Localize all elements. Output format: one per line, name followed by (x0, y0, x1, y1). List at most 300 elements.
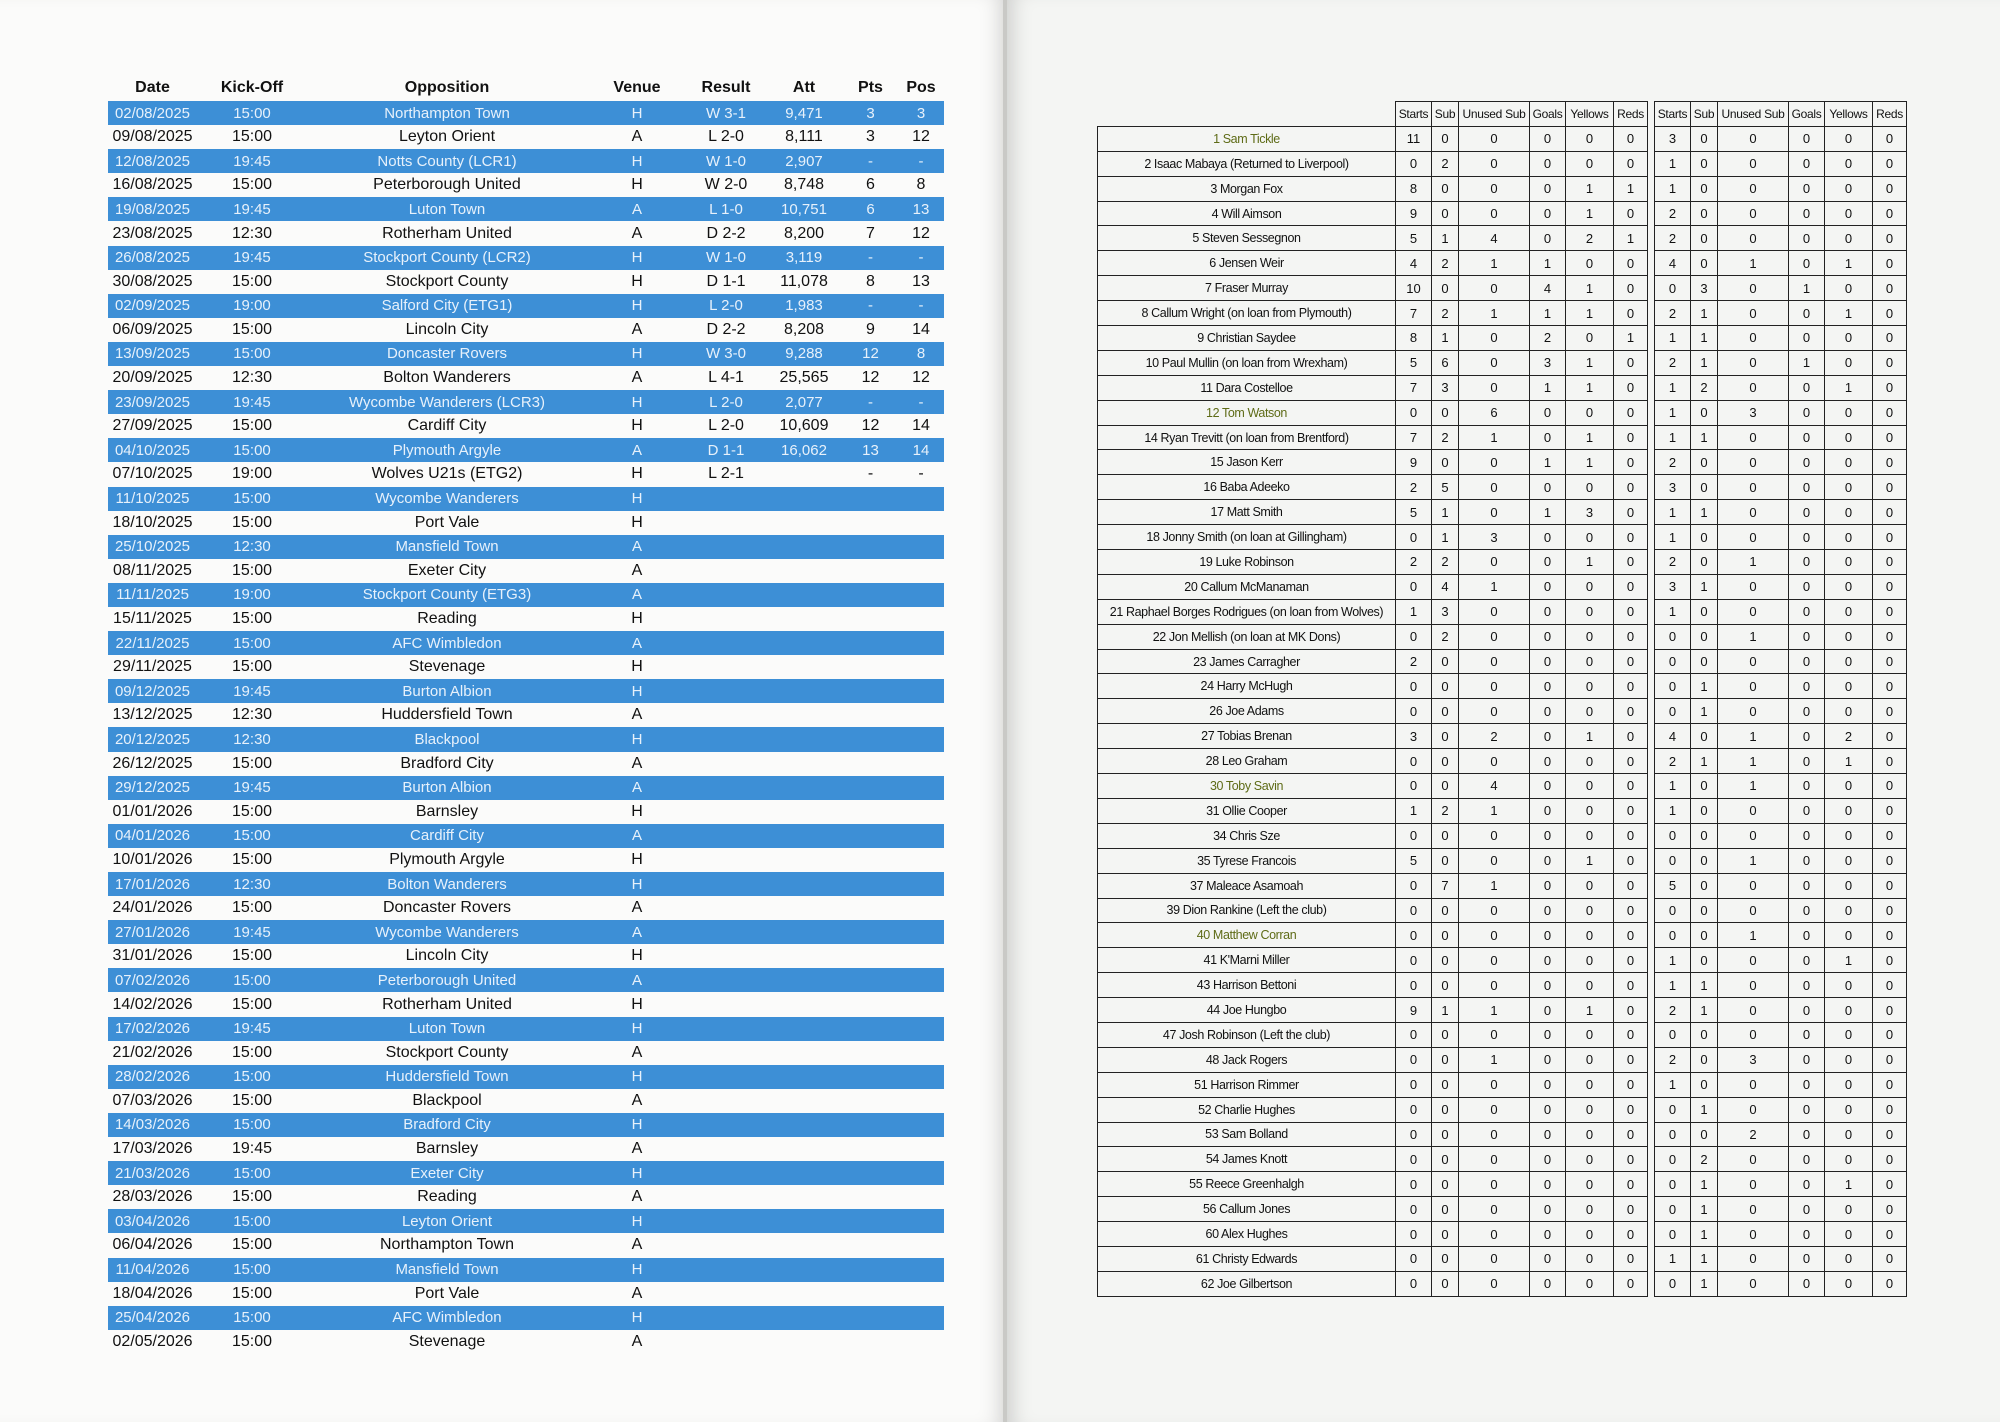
stat-unused-sub-2: 0 (1718, 948, 1789, 973)
stat-reds-2: 0 (1873, 624, 1907, 649)
stat-goals: 0 (1530, 226, 1566, 251)
fixture-opposition: Cardiff City (407, 417, 487, 435)
column-gap (1648, 1197, 1655, 1222)
player-row (1098, 699, 1907, 724)
stat-starts: 0 (1396, 1147, 1432, 1172)
fixture-opposition: Stockport County (385, 1043, 509, 1061)
fixture-kickoff: 15:00 (231, 561, 273, 579)
fixture-date: 11/04/2026 (115, 1261, 190, 1279)
stat-sub-2: 3 (1691, 276, 1718, 301)
fixture-att: 9,471 (785, 104, 823, 122)
fixture-date: 27/01/2026 (114, 923, 191, 941)
fixture-venue: A (631, 1091, 643, 1109)
stat-yellows-2: 1 (1825, 301, 1873, 326)
fixture-date: 07/10/2025 (112, 465, 193, 483)
player-row (1098, 624, 1907, 649)
stat-reds-2: 0 (1873, 823, 1907, 848)
stat-starts: 0 (1396, 1072, 1432, 1097)
player-name: 30 Toby Savin (1098, 774, 1396, 799)
stat-starts-2: 0 (1655, 1097, 1691, 1122)
stat-starts-2: 0 (1655, 1122, 1691, 1147)
stat-sub: 2 (1432, 251, 1459, 276)
fixture-kickoff: 15:00 (233, 441, 271, 459)
stat-starts-2: 0 (1655, 923, 1691, 948)
fixture-opposition: Stevenage (408, 1332, 486, 1350)
stat-sub: 0 (1432, 923, 1459, 948)
stat-goals-2: 0 (1789, 923, 1825, 948)
stat-unused-sub: 0 (1459, 475, 1530, 500)
fixture-row (108, 824, 944, 848)
stat-goals: 3 (1530, 350, 1566, 375)
fixture-pts: 8 (866, 272, 875, 290)
stat-sub-2: 1 (1691, 574, 1718, 599)
fixture-row (108, 944, 944, 968)
fixture-date: 27/09/2025 (112, 417, 193, 435)
fixture-kickoff: 15:00 (231, 850, 273, 868)
stat-goals-2: 0 (1789, 375, 1825, 400)
column-gap (1648, 674, 1655, 699)
fixture-venue: H (631, 875, 643, 893)
column-gap (1648, 1246, 1655, 1271)
stat-reds: 0 (1614, 624, 1648, 649)
stat-unused-sub-2: 0 (1718, 1197, 1789, 1222)
stat-unused-sub-2: 0 (1718, 1147, 1789, 1172)
stat-unused-sub-2: 0 (1718, 574, 1789, 599)
stat-unused-sub-2: 0 (1718, 674, 1789, 699)
fixture-kickoff: 19:45 (233, 1020, 271, 1038)
stat-sub: 0 (1432, 126, 1459, 151)
stat-starts: 5 (1396, 848, 1432, 873)
fixture-date: 07/03/2026 (112, 1091, 193, 1109)
stat-goals: 0 (1530, 599, 1566, 624)
fixture-venue: H (631, 802, 643, 820)
fixture-date: 16/08/2025 (112, 176, 193, 194)
fixture-result: D 1-1 (706, 272, 746, 290)
column-gap (1648, 475, 1655, 500)
fixture-result: D 2-2 (706, 320, 746, 338)
stat-sub: 0 (1432, 1222, 1459, 1247)
stat-sub: 0 (1432, 948, 1459, 973)
stat-starts: 0 (1396, 823, 1432, 848)
stat-goals: 0 (1530, 624, 1566, 649)
stat-sub-2: 0 (1691, 599, 1718, 624)
stat-reds-2: 0 (1873, 873, 1907, 898)
fixture-row (108, 246, 944, 270)
fixture-kickoff: 15:00 (233, 1212, 271, 1230)
stat-goals: 0 (1530, 1172, 1566, 1197)
player-name: 10 Paul Mullin (on loan from Wrexham) (1098, 350, 1396, 375)
header-result: Result (701, 79, 751, 96)
stat-goals-2: 0 (1789, 973, 1825, 998)
player-row (1098, 1197, 1907, 1222)
stat-sub: 5 (1432, 475, 1459, 500)
fixture-pos: - (918, 465, 924, 483)
stat-unused-sub: 1 (1459, 425, 1530, 450)
player-name: 22 Jon Mellish (on loan at MK Dons) (1098, 624, 1396, 649)
stat-unused-sub-2: 0 (1718, 823, 1789, 848)
fixture-date: 17/02/2026 (114, 1020, 191, 1038)
fixture-att: 11,078 (780, 272, 828, 290)
stat-reds: 0 (1614, 400, 1648, 425)
stat-yellows: 0 (1566, 798, 1614, 823)
fixture-row (108, 270, 944, 294)
fixture-pts: 12 (862, 345, 879, 363)
stat-sub-2: 1 (1691, 1246, 1718, 1271)
fixture-kickoff: 15:00 (231, 1188, 273, 1206)
stat-goals: 0 (1530, 699, 1566, 724)
stat-starts-2: 1 (1655, 1072, 1691, 1097)
stat-goals-2: 0 (1789, 475, 1825, 500)
stat-sub-2: 1 (1691, 1271, 1718, 1296)
fixture-pts: 3 (866, 104, 875, 122)
stat-unused-sub-2: 0 (1718, 1246, 1789, 1271)
column-gap (1648, 425, 1655, 450)
stat-reds-2: 0 (1873, 126, 1907, 151)
stat-reds: 0 (1614, 1097, 1648, 1122)
fixtures-header (108, 75, 944, 101)
stat-reds: 0 (1614, 1246, 1648, 1271)
column-gap (1648, 1022, 1655, 1047)
stat-starts: 0 (1396, 749, 1432, 774)
stat-unused-sub-2: 0 (1718, 798, 1789, 823)
stat-reds: 0 (1614, 1172, 1648, 1197)
fixture-date: 10/01/2026 (112, 850, 193, 868)
stat-starts-2: 0 (1655, 699, 1691, 724)
stat-starts: 5 (1396, 500, 1432, 525)
fixture-opposition: Barnsley (415, 802, 479, 820)
fixture-kickoff: 19:45 (233, 152, 271, 170)
stat-reds-2: 0 (1873, 301, 1907, 326)
column-gap (1648, 998, 1655, 1023)
stat-starts: 1 (1396, 599, 1432, 624)
stat-goals: 0 (1530, 649, 1566, 674)
stat-starts-2: 2 (1655, 550, 1691, 575)
stat-sub: 0 (1432, 1047, 1459, 1072)
column-gap (1648, 151, 1655, 176)
fixture-opposition: Exeter City (407, 561, 487, 579)
fixture-date: 03/04/2026 (114, 1212, 191, 1230)
stat-starts-2: 1 (1655, 176, 1691, 201)
fixture-row (108, 752, 944, 776)
fixture-row (108, 438, 944, 462)
stat-sub-2: 0 (1691, 226, 1718, 251)
column-gap (1648, 226, 1655, 251)
column-gap (1648, 724, 1655, 749)
stat-sub-2: 0 (1691, 126, 1718, 151)
fixture-row (108, 631, 944, 655)
fixture-result: W 3-1 (705, 104, 746, 122)
stat-unused-sub: 0 (1459, 326, 1530, 351)
stat-reds-2: 0 (1873, 1271, 1907, 1296)
column-gap (1648, 923, 1655, 948)
stat-starts: 9 (1396, 998, 1432, 1023)
fixture-date: 25/10/2025 (114, 538, 191, 556)
stat-sub: 0 (1432, 749, 1459, 774)
stat-unused-sub: 0 (1459, 201, 1530, 226)
fixture-row (108, 607, 944, 631)
fixture-date: 09/08/2025 (112, 128, 193, 146)
fixture-date: 04/10/2025 (114, 441, 191, 459)
stat-reds-2: 0 (1873, 1022, 1907, 1047)
stat-sub-2: 1 (1691, 973, 1718, 998)
fixture-venue: A (631, 923, 642, 941)
fixture-result: L 2-1 (708, 465, 744, 483)
fixtures-body (108, 101, 944, 1354)
stat-sub: 0 (1432, 973, 1459, 998)
stat-reds: 0 (1614, 1022, 1648, 1047)
header-venue: Venue (613, 79, 661, 96)
fixture-opposition: Plymouth Argyle (389, 850, 505, 868)
stat-goals-2: 0 (1789, 699, 1825, 724)
stat-starts: 0 (1396, 1122, 1432, 1147)
stat-sub-2: 1 (1691, 699, 1718, 724)
fixture-row (108, 968, 944, 992)
player-row (1098, 574, 1907, 599)
stat-sub-2: 0 (1691, 1022, 1718, 1047)
fixture-result: D 1-1 (707, 441, 745, 459)
player-row (1098, 1172, 1907, 1197)
stat-reds: 0 (1614, 948, 1648, 973)
player-row (1098, 450, 1907, 475)
stat-yellows-2: 0 (1825, 126, 1873, 151)
stat-unused-sub: 0 (1459, 699, 1530, 724)
header-pos: Pos (906, 79, 936, 96)
stat-starts: 3 (1396, 724, 1432, 749)
stat-starts: 0 (1396, 948, 1432, 973)
fixture-date: 17/01/2026 (114, 875, 191, 893)
player-name: 31 Ollie Cooper (1098, 798, 1396, 823)
column-gap (1648, 301, 1655, 326)
stat-unused-sub-2: 1 (1718, 774, 1789, 799)
stat-starts: 0 (1396, 699, 1432, 724)
stat-goals: 0 (1530, 873, 1566, 898)
stat-yellows: 1 (1566, 276, 1614, 301)
fixture-row (108, 1041, 944, 1065)
stat-sub-2: 1 (1691, 326, 1718, 351)
fixture-date: 11/11/2025 (116, 586, 189, 604)
player-row (1098, 201, 1907, 226)
stat-yellows: 0 (1566, 251, 1614, 276)
stat-starts: 2 (1396, 475, 1432, 500)
fixture-kickoff: 19:00 (233, 297, 271, 315)
stat-reds-2: 0 (1873, 674, 1907, 699)
fixture-venue: A (631, 369, 643, 387)
fixture-opposition: Peterborough United (373, 176, 521, 194)
stat-starts: 8 (1396, 176, 1432, 201)
fixture-date: 23/09/2025 (114, 393, 191, 411)
stat-starts: 7 (1396, 375, 1432, 400)
player-name: 40 Matthew Corran (1098, 923, 1396, 948)
stat-goals-2: 0 (1789, 1271, 1825, 1296)
stat-sub: 1 (1432, 226, 1459, 251)
stat-goals: 0 (1530, 998, 1566, 1023)
fixture-kickoff: 19:45 (233, 200, 271, 218)
fixture-date: 29/12/2025 (114, 779, 191, 797)
stat-starts: 0 (1396, 400, 1432, 425)
fixture-kickoff: 15:00 (231, 272, 273, 290)
header-yellows-2: Yellows (1825, 102, 1873, 127)
player-name: 9 Christian Saydee (1098, 326, 1396, 351)
stat-unused-sub-2: 0 (1718, 649, 1789, 674)
fixture-row (108, 173, 944, 197)
stat-yellows-2: 0 (1825, 1122, 1873, 1147)
stat-yellows: 0 (1566, 1271, 1614, 1296)
fixture-pts: 6 (866, 200, 875, 218)
stat-starts-2: 0 (1655, 276, 1691, 301)
column-gap (1648, 624, 1655, 649)
column-gap (1648, 1072, 1655, 1097)
column-gap (1648, 1047, 1655, 1072)
stat-reds-2: 0 (1873, 450, 1907, 475)
stat-yellows-2: 0 (1825, 998, 1873, 1023)
stat-reds: 0 (1614, 500, 1648, 525)
fixture-kickoff: 15:00 (231, 513, 273, 531)
stat-yellows: 0 (1566, 823, 1614, 848)
stat-starts-2: 1 (1655, 973, 1691, 998)
stat-unused-sub: 0 (1459, 599, 1530, 624)
stat-yellows-2: 0 (1825, 823, 1873, 848)
player-row (1098, 873, 1907, 898)
fixture-pos: 13 (912, 200, 930, 218)
column-gap (1648, 948, 1655, 973)
stat-yellows-2: 0 (1825, 226, 1873, 251)
stat-reds-2: 0 (1873, 151, 1907, 176)
stat-yellows-2: 0 (1825, 425, 1873, 450)
header-reds-2: Reds (1873, 102, 1907, 127)
fixture-kickoff: 15:00 (233, 490, 271, 508)
stat-starts-2: 2 (1655, 301, 1691, 326)
column-gap (1648, 599, 1655, 624)
stat-yellows: 0 (1566, 525, 1614, 550)
fixture-date: 02/09/2025 (114, 297, 191, 315)
stat-unused-sub: 1 (1459, 998, 1530, 1023)
stat-starts: 9 (1396, 450, 1432, 475)
stats-header-row (1098, 102, 1907, 127)
stat-unused-sub-2: 0 (1718, 1097, 1789, 1122)
stat-reds: 0 (1614, 1271, 1648, 1296)
stat-reds: 0 (1614, 973, 1648, 998)
fixture-opposition: Bolton Wanderers (383, 369, 511, 387)
stat-sub-2: 2 (1691, 1147, 1718, 1172)
player-row (1098, 1122, 1907, 1147)
stat-sub: 0 (1432, 176, 1459, 201)
stat-yellows-2: 0 (1825, 1072, 1873, 1097)
fixture-date: 19/08/2025 (114, 200, 191, 218)
player-name: 55 Reece Greenhalgh (1098, 1172, 1396, 1197)
column-gap (1648, 1097, 1655, 1122)
stat-goals-2: 0 (1789, 525, 1825, 550)
stat-sub-2: 0 (1691, 898, 1718, 923)
stat-goals-2: 0 (1789, 1197, 1825, 1222)
player-row (1098, 301, 1907, 326)
fixture-row (108, 1306, 944, 1330)
stat-sub: 0 (1432, 201, 1459, 226)
stat-reds: 0 (1614, 898, 1648, 923)
stat-unused-sub: 2 (1459, 724, 1530, 749)
stat-reds: 0 (1614, 251, 1648, 276)
stat-reds-2: 0 (1873, 1222, 1907, 1247)
stat-reds-2: 0 (1873, 749, 1907, 774)
stat-unused-sub: 0 (1459, 898, 1530, 923)
player-row (1098, 375, 1907, 400)
stat-goals: 0 (1530, 1022, 1566, 1047)
player-name: 34 Chris Sze (1098, 823, 1396, 848)
fixture-row (108, 318, 944, 342)
fixture-row (108, 487, 944, 511)
fixture-row (108, 1233, 944, 1257)
stat-unused-sub-2: 0 (1718, 873, 1789, 898)
fixture-kickoff: 15:00 (233, 1309, 271, 1327)
player-row (1098, 326, 1907, 351)
fixture-att: 8,208 (783, 320, 825, 338)
stat-yellows-2: 0 (1825, 674, 1873, 699)
fixture-date: 04/01/2026 (114, 827, 191, 845)
stat-yellows-2: 0 (1825, 550, 1873, 575)
stat-reds: 0 (1614, 774, 1648, 799)
stat-yellows: 1 (1566, 848, 1614, 873)
stat-goals-2: 0 (1789, 873, 1825, 898)
player-name: 16 Baba Adeeko (1098, 475, 1396, 500)
fixture-kickoff: 19:00 (231, 465, 273, 483)
stat-starts-2: 3 (1655, 574, 1691, 599)
fixture-result: W 3-0 (705, 345, 746, 363)
fixture-venue: A (631, 899, 643, 917)
fixture-venue: A (631, 561, 643, 579)
fixture-result: W 2-0 (704, 176, 748, 194)
stat-sub: 0 (1432, 1271, 1459, 1296)
column-gap (1648, 525, 1655, 550)
stat-reds: 0 (1614, 1047, 1648, 1072)
fixture-kickoff: 19:45 (233, 779, 271, 797)
header-sub-2: Sub (1691, 102, 1718, 127)
player-row (1098, 1047, 1907, 1072)
stat-reds: 0 (1614, 350, 1648, 375)
fixture-kickoff: 15:00 (231, 995, 273, 1013)
player-row (1098, 550, 1907, 575)
player-row (1098, 798, 1907, 823)
column-gap (1648, 774, 1655, 799)
stat-goals: 0 (1530, 973, 1566, 998)
stat-reds-2: 0 (1873, 276, 1907, 301)
stat-goals: 0 (1530, 1147, 1566, 1172)
stat-sub-2: 0 (1691, 724, 1718, 749)
fixture-row (108, 390, 944, 414)
fixture-pts: 7 (866, 224, 875, 242)
fixture-kickoff: 19:45 (233, 923, 271, 941)
stat-goals-2: 0 (1789, 450, 1825, 475)
fixture-row (108, 727, 944, 751)
fixture-row (108, 414, 944, 438)
fixture-date: 13/12/2025 (112, 706, 193, 724)
fixture-date: 02/08/2025 (114, 104, 191, 122)
stat-goals: 0 (1530, 201, 1566, 226)
stat-unused-sub: 0 (1459, 1022, 1530, 1047)
player-row (1098, 1072, 1907, 1097)
stat-starts-2: 2 (1655, 749, 1691, 774)
fixture-kickoff: 15:00 (233, 1261, 271, 1279)
fixture-row (108, 197, 944, 221)
fixture-opposition: Leyton Orient (401, 1212, 493, 1230)
stat-reds: 0 (1614, 126, 1648, 151)
stat-starts-2: 2 (1655, 226, 1691, 251)
fixture-venue: H (631, 947, 643, 965)
player-name: 60 Alex Hughes (1098, 1222, 1396, 1247)
player-row (1098, 176, 1907, 201)
stat-unused-sub-2: 1 (1718, 848, 1789, 873)
stat-goals-2: 0 (1789, 574, 1825, 599)
column-gap (1648, 1271, 1655, 1296)
fixture-row (108, 776, 944, 800)
